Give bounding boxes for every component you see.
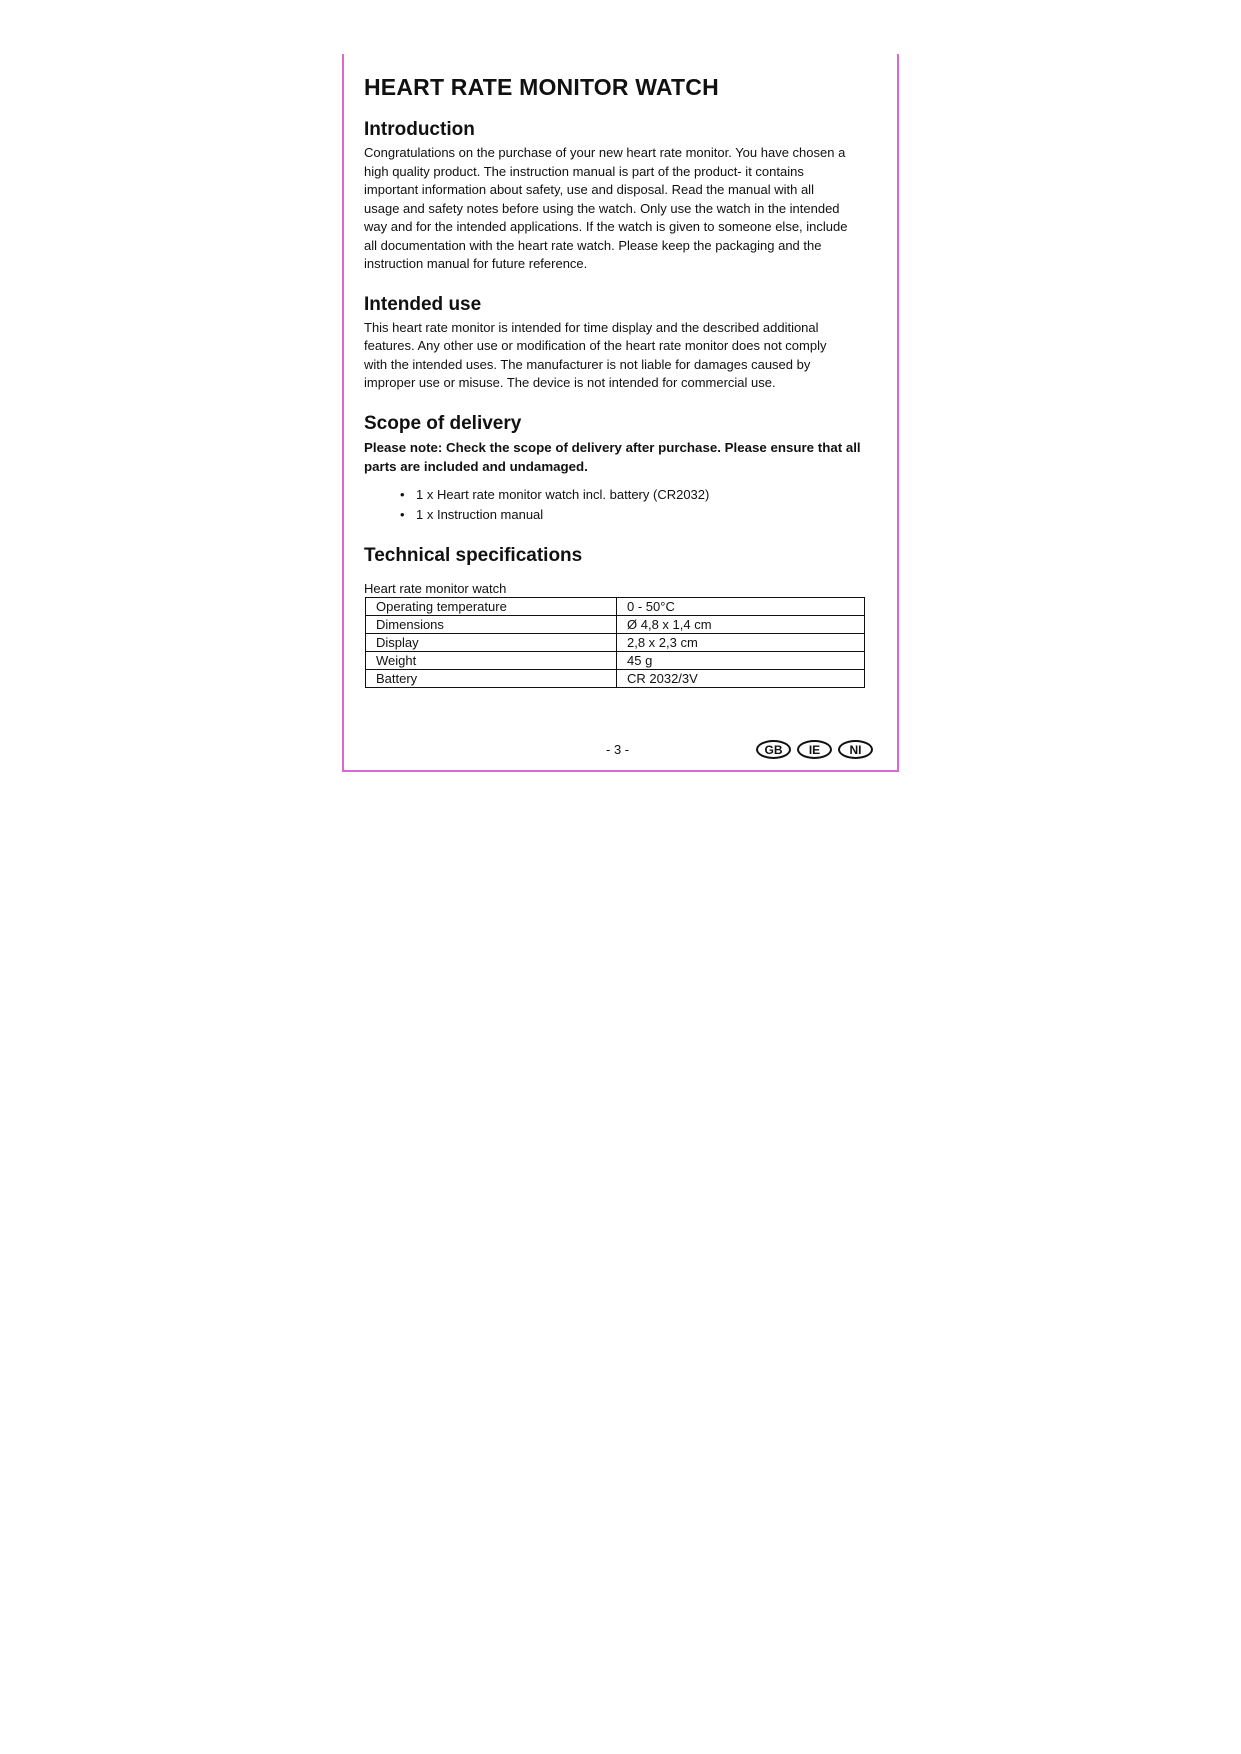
list-item-text: 1 x Instruction manual	[416, 506, 544, 522]
spec-value: 0 - 50°C	[617, 597, 865, 615]
introduction-heading: Introduction	[364, 119, 475, 140]
spec-label: Operating temperature	[366, 597, 617, 615]
table-row	[366, 615, 865, 633]
bullet-icon: •	[400, 486, 405, 502]
page-content	[364, 74, 879, 708]
introduction-text	[364, 144, 879, 274]
scope-of-delivery-heading: Scope of delivery	[364, 412, 522, 434]
delivery-note	[364, 438, 879, 477]
text-line: improper use or misuse. The device is not intended for commercial use.	[364, 375, 776, 390]
spec-label: Battery	[366, 669, 617, 687]
list-item-text: 1 x Heart rate monitor watch incl. battery (CR2032)	[416, 486, 710, 502]
text-line: Congratulations on the purchase of your new heart rate monitor. You have chosen a	[364, 145, 846, 160]
technical-specifications-heading: Technical specifications	[364, 544, 583, 566]
intended-use-section	[364, 294, 879, 393]
country-badge-gb: GB	[756, 740, 791, 759]
table-row	[366, 597, 865, 615]
technical-specifications-section	[364, 545, 879, 688]
text-line: high quality product. The instruction manual is part of the product- it contains	[364, 163, 804, 179]
list-item	[400, 485, 879, 505]
text-line: with the intended uses. The manufacturer is not liable for damages caused by	[364, 356, 811, 372]
spec-value: 45 g	[617, 651, 865, 669]
country-badges	[756, 740, 873, 759]
introduction-section	[364, 119, 879, 274]
list-item	[400, 505, 879, 525]
text-line: usage and safety notes before using the watch. Only use the watch in the intended	[364, 200, 840, 216]
scope-of-delivery-section	[364, 413, 879, 525]
country-badge-ie: IE	[797, 740, 832, 759]
spec-label: Weight	[366, 651, 617, 669]
specs-table	[365, 597, 865, 688]
document-title: HEART RATE MONITOR WATCH	[364, 74, 719, 100]
intended-use-heading: Intended use	[364, 293, 482, 315]
spec-value: CR 2032/3V	[617, 669, 865, 687]
page-number: - 3 -	[606, 742, 630, 757]
spec-value: 2,8 x 2,3 cm	[617, 633, 865, 651]
text-line: This heart rate monitor is intended for time display and the described additional	[364, 319, 819, 335]
spec-value: Ø 4,8 x 1,4 cm	[617, 615, 865, 633]
table-row	[366, 651, 865, 669]
manual-page	[342, 54, 899, 772]
delivery-items-list	[364, 485, 879, 525]
country-badge-ni: NI	[838, 740, 873, 759]
spec-label: Dimensions	[366, 615, 617, 633]
bullet-icon: •	[400, 506, 405, 522]
text-line: all documentation with the heart rate watch. Please keep the packaging and the	[364, 237, 822, 253]
spec-label: Display	[366, 633, 617, 651]
page-footer	[344, 740, 897, 764]
specs-subheading: Heart rate monitor watch	[364, 580, 507, 596]
text-line: way and for the intended applications. If the watch is given to someone else, include	[364, 219, 848, 234]
intended-use-text	[364, 319, 879, 393]
table-row	[366, 669, 865, 687]
text-line: instruction manual for future reference.	[364, 256, 588, 271]
note-line: parts are included and undamaged.	[364, 459, 588, 474]
text-line: important information about safety, use and disposal. Read the manual with all	[364, 182, 814, 197]
text-line: features. Any other use or modification of the heart rate monitor does not comply	[364, 338, 827, 353]
table-row	[366, 633, 865, 651]
note-line: Please note: Check the scope of delivery after purchase. Please ensure that all	[364, 439, 861, 455]
